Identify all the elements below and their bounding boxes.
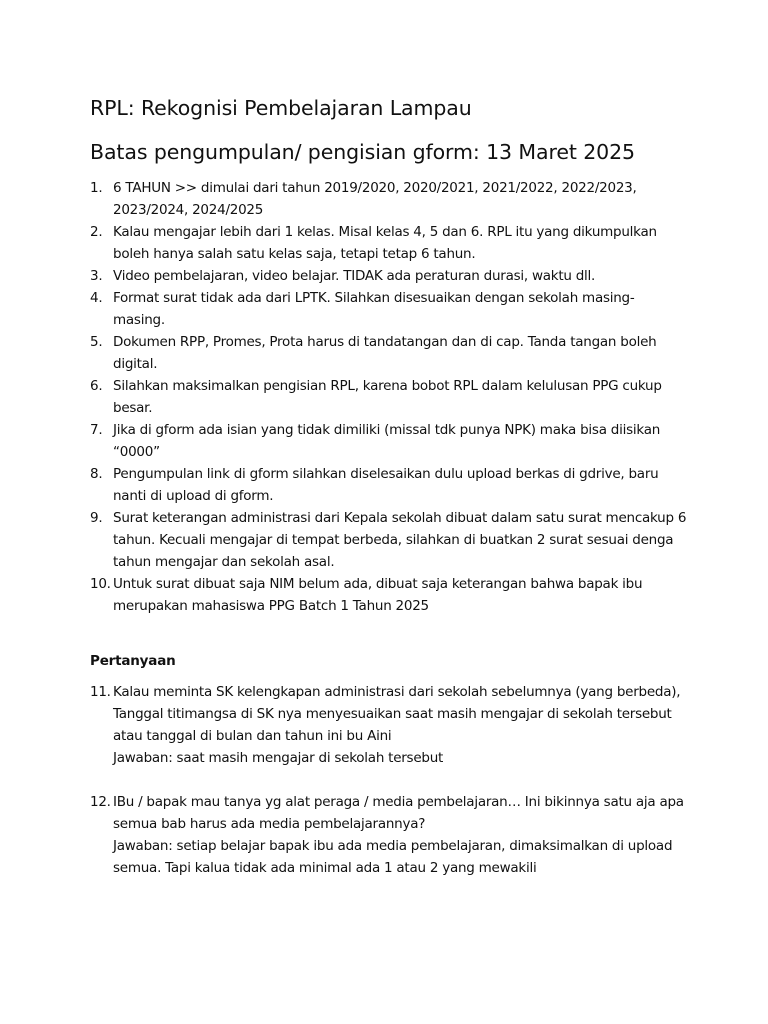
list-item [90, 463, 690, 507]
list-item-text-line: semua. Tapi kalua tidak ada minimal ada 1 atau 2 yang mewakili [113, 860, 537, 876]
list-item-number: 1. [90, 180, 103, 196]
list-item-number: 11. [90, 684, 111, 700]
list-item-text-line: Silahkan maksimalkan pengisian RPL, karena bobot RPL dalam kelulusan PPG cukup [113, 378, 662, 394]
list-item-text-line: 2023/2024, 2024/2025 [113, 202, 264, 218]
list-item-text-line: digital. [113, 356, 158, 372]
list-item-text-line: Dokumen RPP, Promes, Prota harus di tandatangan dan di cap. Tanda tangan boleh [113, 334, 657, 350]
list-item-number: 3. [90, 268, 103, 284]
list-item-text-line: 6 TAHUN >> dimulai dari tahun 2019/2020, 2020/2021, 2021/2022, 2022/2023, [113, 180, 637, 196]
list-item-number: 10. [90, 576, 111, 592]
list-item-text-line: Tanggal titimangsa di SK nya menyesuaikan saat masih mengajar di sekolah tersebut [113, 706, 672, 722]
rules-list [90, 177, 690, 617]
questions-label: Pertanyaan [90, 653, 176, 669]
questions-list [90, 681, 690, 879]
list-item-number: 9. [90, 510, 103, 526]
deadline-heading: Batas pengumpulan/ pengisian gform: 13 Maret 2025 [90, 140, 635, 164]
list-item-text-line: Video pembelajaran, video belajar. TIDAK ada peraturan durasi, waktu dll. [113, 268, 596, 284]
list-item [90, 507, 690, 573]
list-item-text-line: Kalau meminta SK kelengkapan administrasi dari sekolah sebelumnya (yang berbeda), [113, 684, 681, 700]
list-item-text-line: semua bab harus ada media pembelajarannya? [113, 816, 426, 832]
list-item [90, 419, 690, 463]
list-item [90, 265, 690, 287]
list-item-text-line: tahun mengajar dan sekolah asal. [113, 554, 335, 570]
list-item-text-line: Untuk surat dibuat saja NIM belum ada, dibuat saja keterangan bahwa bapak ibu [113, 576, 643, 592]
list-item-text-line: masing. [113, 312, 165, 328]
list-item-number: 4. [90, 290, 103, 306]
list-item-text-line: nanti di upload di gform. [113, 488, 274, 504]
list-item-text-line: boleh hanya salah satu kelas saja, tetapi tetap 6 tahun. [113, 246, 476, 262]
list-item-text-line: Jika di gform ada isian yang tidak dimiliki (missal tdk punya NPK) maka bisa diisikan [113, 422, 661, 438]
list-item [90, 287, 690, 331]
list-item [90, 221, 690, 265]
list-item [90, 375, 690, 419]
question-item [90, 791, 690, 879]
list-item-text-line: “0000” [113, 444, 160, 460]
document-title: RPL: Rekognisi Pembelajaran Lampau [90, 96, 472, 120]
list-item-text-line: atau tanggal di bulan dan tahun ini bu Aini [113, 728, 392, 744]
list-item [90, 331, 690, 375]
list-item-text-line: Jawaban: setiap belajar bapak ibu ada media pembelajaran, dimaksimalkan di upload [113, 838, 673, 854]
list-item-text-line: merupakan mahasiswa PPG Batch 1 Tahun 2025 [113, 598, 429, 614]
list-item-text-line: Kalau mengajar lebih dari 1 kelas. Misal kelas 4, 5 dan 6. RPL itu yang dikumpulkan [113, 224, 657, 240]
list-item-text-line: tahun. Kecuali mengajar di tempat berbeda, silahkan di buatkan 2 surat sesuai denga [113, 532, 674, 548]
list-item-text-line: Surat keterangan administrasi dari Kepala sekolah dibuat dalam satu surat mencakup 6 [113, 510, 687, 526]
list-item-text-line: Pengumpulan link di gform silahkan diselesaikan dulu upload berkas di gdrive, baru [113, 466, 659, 482]
list-item-text-line: Format surat tidak ada dari LPTK. Silahkan disesuaikan dengan sekolah masing- [113, 290, 635, 306]
list-item-number: 6. [90, 378, 103, 394]
list-item-number: 8. [90, 466, 103, 482]
list-item-number: 7. [90, 422, 103, 438]
list-item-text-line: IBu / bapak mau tanya yg alat peraga / media pembelajaran… Ini bikinnya satu aja apa [113, 794, 684, 810]
question-item [90, 681, 690, 769]
list-item [90, 573, 690, 617]
list-item-number: 2. [90, 224, 103, 240]
list-item-number: 5. [90, 334, 103, 350]
list-item-text-line: besar. [113, 400, 153, 416]
list-item-text-line: Jawaban: saat masih mengajar di sekolah tersebut [113, 750, 444, 766]
list-item [90, 177, 690, 221]
list-item-number: 12. [90, 794, 111, 810]
